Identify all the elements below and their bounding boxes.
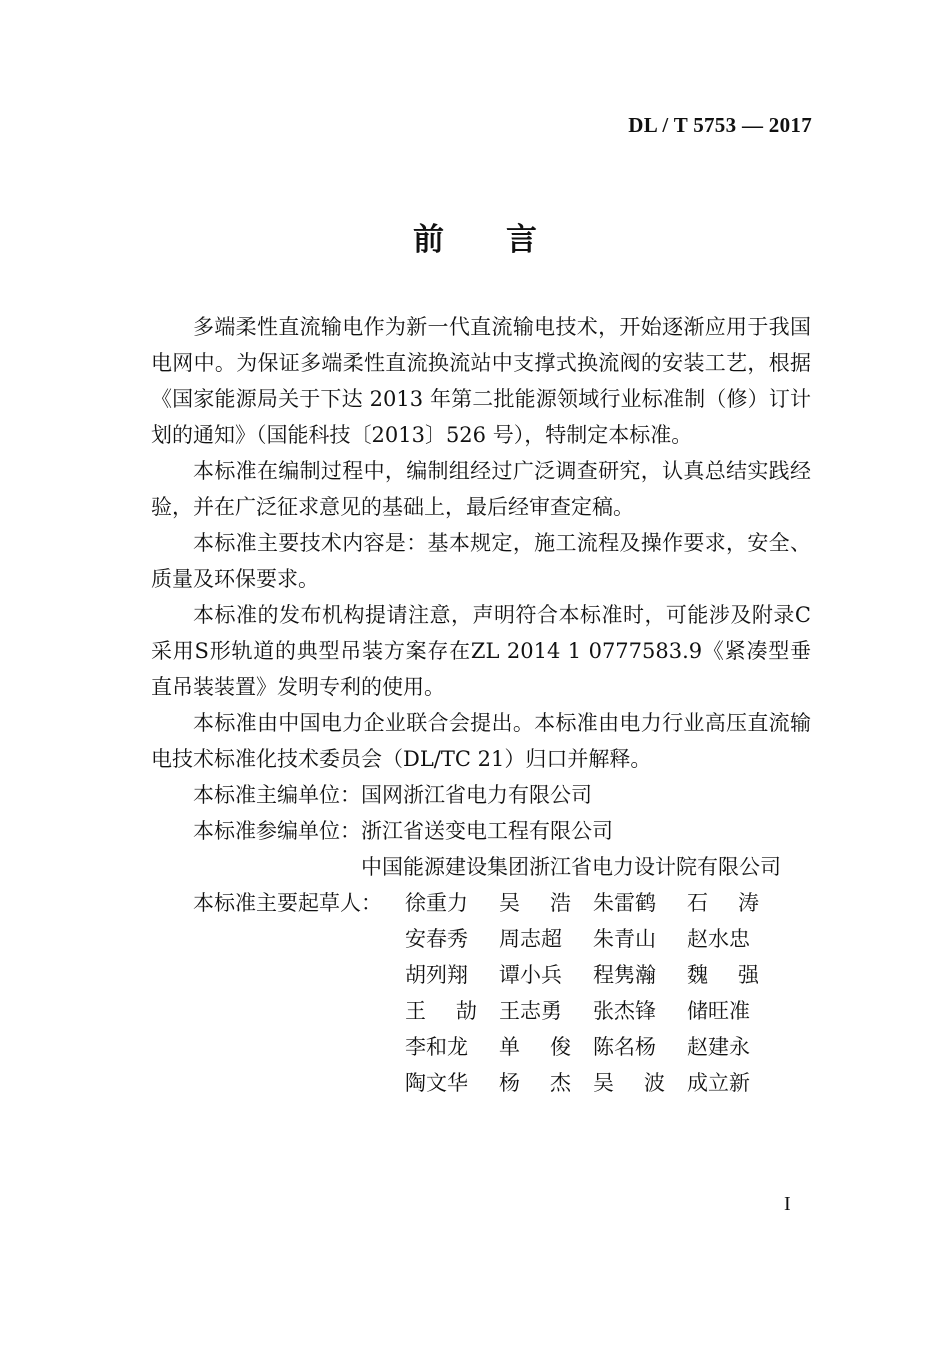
drafter-name: 陶文华 [405, 1071, 468, 1095]
drafters-label: 本标准主要起草人： [193, 891, 382, 915]
drafter-name: 程隽瀚 [593, 963, 656, 987]
page-title-char-1: 前 [413, 222, 444, 258]
paragraph-main-content: 本标准主要技术内容是：基本规定，施工流程及操作要求，安全、质量及环保要求。 [151, 531, 811, 591]
page-number: I [784, 1193, 791, 1215]
drafter-name: 赵水忠 [687, 927, 750, 951]
chief-unit-value: 国网浙江省电力有限公司 [361, 783, 592, 807]
drafter-name: 赵建永 [687, 1035, 750, 1059]
participating-units-list [361, 813, 811, 885]
drafter-name: 安春秀 [405, 927, 468, 951]
body-text [151, 309, 811, 1101]
participating-unit: 浙江省送变电工程有限公司 [361, 819, 613, 843]
chief-unit-label: 本标准主编单位： [193, 783, 361, 807]
standard-code: DL / T 5753 — 2017 [628, 113, 812, 137]
drafter-name: 胡列翔 [405, 963, 468, 987]
drafter-name: 李和龙 [405, 1035, 468, 1059]
drafter-name: 陈名杨 [593, 1035, 656, 1059]
drafter-name: 谭小兵 [499, 963, 562, 987]
page-title [0, 214, 950, 259]
page-title-char-2: 言 [506, 222, 537, 258]
drafter-name: 王志勇 [499, 999, 562, 1023]
paragraph-background: 多端柔性直流输电作为新一代直流输电技术，开始逐渐应用于我国电网中。为保证多端柔性直流换流站中支撑式换流阀的安装工艺，根据《国家能源局关于下达 2013 年第二批能源领域行业标准制（修）订计划的通知》（国能科技〔2013〕526 号），特制定本标准。 [151, 315, 811, 447]
drafter-name: 成立新 [687, 1071, 750, 1095]
drafter-name: 石 涛 [687, 891, 759, 915]
drafter-name: 吴 波 [593, 1071, 665, 1095]
drafter-name: 单 俊 [499, 1035, 571, 1059]
chief-unit-row [151, 777, 811, 813]
drafter-name: 魏 强 [687, 963, 759, 987]
paragraph-proposer: 本标准由中国电力企业联合会提出。本标准由电力行业高压直流输电技术标准化技术委员会（DL/TC 21）归口并解释。 [151, 711, 811, 771]
drafters-names-grid [405, 885, 781, 1101]
drafter-name: 周志超 [499, 927, 562, 951]
participating-units-label: 本标准参编单位： [193, 819, 361, 843]
participating-unit: 中国能源建设集团浙江省电力设计院有限公司 [361, 855, 781, 879]
drafter-name: 张杰锋 [593, 999, 656, 1023]
drafter-name: 杨 杰 [499, 1071, 571, 1095]
paragraph-drafting-process: 本标准在编制过程中，编制组经过广泛调查研究，认真总结实践经验，并在广泛征求意见的基础上，最后经审查定稿。 [151, 459, 811, 519]
drafter-name: 朱青山 [593, 927, 656, 951]
drafter-name: 朱雷鹤 [593, 891, 656, 915]
drafter-name: 徐重力 [405, 891, 468, 915]
paragraph-patent-notice: 本标准的发布机构提请注意，声明符合本标准时，可能涉及附录C采用S形轨道的典型吊装方案存在ZL 2014 1 0777583.9《紧凑型垂直吊装装置》发明专利的使用。 [151, 603, 811, 699]
drafter-name: 王 劼 [405, 999, 477, 1023]
drafter-name: 吴 浩 [499, 891, 571, 915]
drafters-row [151, 885, 811, 1101]
drafter-name: 储旺准 [687, 999, 750, 1023]
participating-units-row [151, 813, 811, 885]
